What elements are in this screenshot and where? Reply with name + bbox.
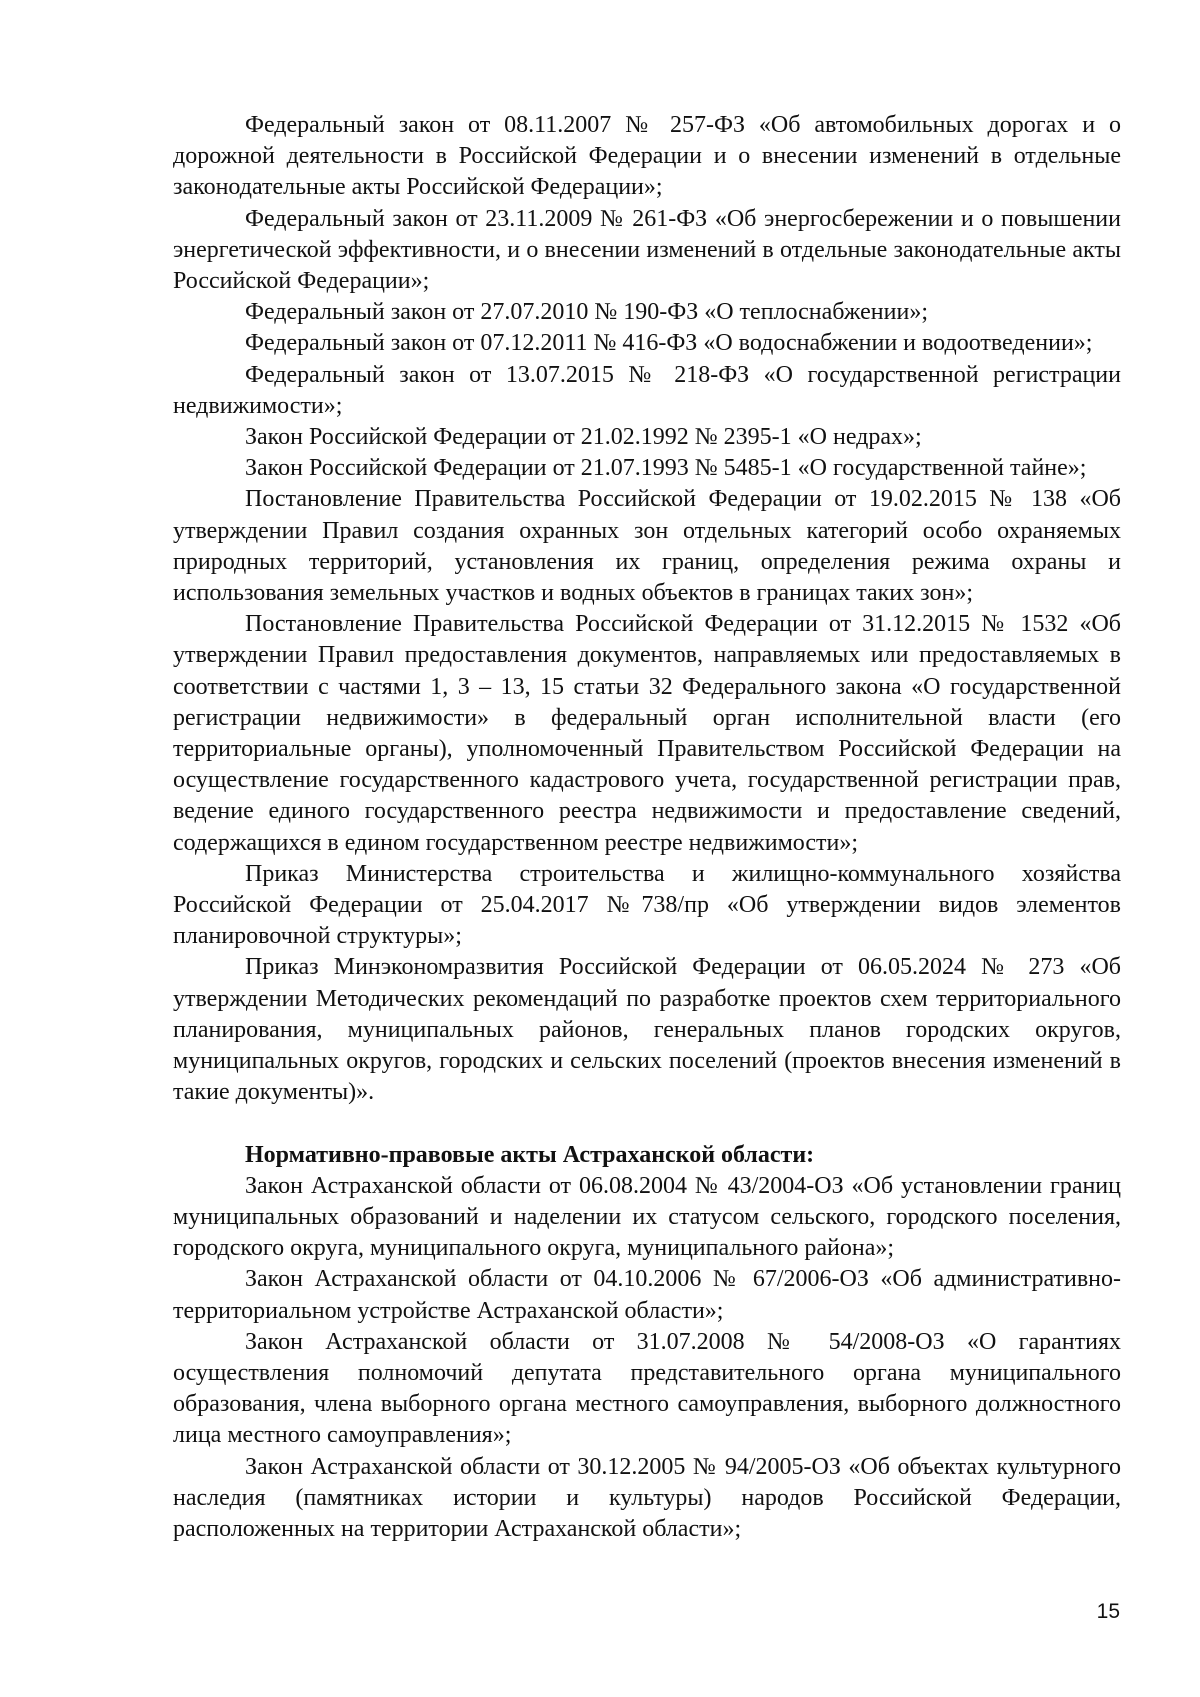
- federal-act-paragraph: Закон Российской Федерации от 21.07.1993 № 5485-1 «О государственной тайне»;: [245, 455, 1087, 482]
- federal-act-paragraph: Постановление Правительства Российской Федерации от 31.12.2015 № 1532 «Об утверждении Правил предоставления документов, направляемых или предоставляемых в соответствии с частями 1, 3 – 13, 15 статьи 32 Федерального закона «О государственной регистрации недвижимости» в федеральный орган исполнительной власти (его территориальные органы), уполномоченный Правительством Российской Федерации на осуществление государственного кадастрового учета, государственной регистрации прав, ведение единого государственного реестра недвижимости и предоставление сведений, содержащихся в едином государственном реестре недвижимости»;: [173, 611, 1121, 856]
- section-spacer: [173, 1109, 1121, 1140]
- regional-act-paragraph: Закон Астраханской области от 04.10.2006 № 67/2006-ОЗ «Об административно-территориальном устройстве Астраханской области»;: [173, 1266, 1121, 1324]
- federal-act-paragraph: Федеральный закон от 23.11.2009 № 261-ФЗ «Об энергосбережении и о повышении энергетической эффективности, и о внесении изменений в отдельные законодательные акты Российской Федерации»;: [173, 205, 1121, 295]
- federal-act-paragraph: Приказ Министерства строительства и жилищно-коммунального хозяйства Российской Федерации от 25.04.2017 №738/пр «Об утверждении видов элементов планировочной структуры»;: [173, 860, 1121, 950]
- federal-act-paragraph: Федеральный закон от 07.12.2011 № 416-ФЗ «О водоснабжении и водоотведении»;: [245, 330, 1093, 357]
- document-body: [173, 110, 1121, 1545]
- regional-act-paragraph: Закон Астраханской области от 06.08.2004 № 43/2004-ОЗ «Об установлении границ муниципальных образований и наделении их статусом сельского, городского поселения, городского округа, муниципального округа, муниципального района»;: [173, 1172, 1121, 1262]
- federal-act-paragraph: Федеральный закон от 08.11.2007 № 257-ФЗ «Об автомобильных дорогах и о дорожной деятельности в Российской Федерации и о внесении изменений в отдельные законодательные акты Российской Федерации»;: [173, 112, 1121, 201]
- regional-acts-heading: Нормативно-правовые акты Астраханской области:: [245, 1141, 815, 1168]
- page-number: 15: [1096, 1600, 1120, 1623]
- federal-act-paragraph: Федеральный закон от 27.07.2010 № 190-ФЗ «О теплоснабжении»;: [245, 299, 928, 326]
- regional-act-paragraph: Закон Астраханской области от 31.07.2008 № 54/2008-ОЗ «О гарантиях осуществления полномочий депутата представительного органа муниципального образования, члена выборного органа местного самоуправления, выборного должностного лица местного самоуправления»;: [173, 1328, 1121, 1449]
- federal-act-paragraph: Постановление Правительства Российской Федерации от 19.02.2015 № 138 «Об утверждении Правил создания охранных зон отдельных категорий особо охраняемых природных территорий, установления их границ, определения режима охраны и использования земельных участков и водных объектов в границах таких зон»;: [173, 486, 1121, 607]
- federal-act-paragraph: Федеральный закон от 13.07.2015 № 218-ФЗ «О государственной регистрации недвижимости»;: [173, 361, 1121, 419]
- federal-act-paragraph: Закон Российской Федерации от 21.02.1992 № 2395-1 «О недрах»;: [245, 424, 922, 451]
- federal-act-paragraph: Приказ Минэкономразвития Российской Федерации от 06.05.2024 № 273 «Об утверждении Методических рекомендаций по разработке проектов схем территориального планирования, муниципальных районов, генеральных планов городских округов, муниципальных округов, городских и сельских поселений (проектов внесения изменений в такие документы)».: [173, 954, 1121, 1106]
- regional-act-paragraph: Закон Астраханской области от 30.12.2005 № 94/2005-ОЗ «Об объектах культурного наследия (памятниках истории и культуры) народов Российской Федерации, расположенных на территории Астраханской области»;: [173, 1453, 1121, 1542]
